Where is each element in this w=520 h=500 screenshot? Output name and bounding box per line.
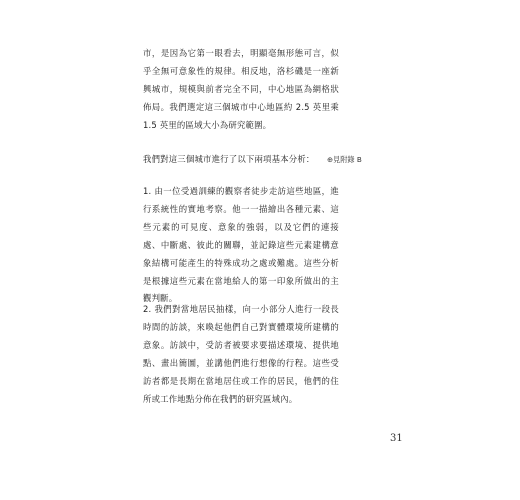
paragraph-intro: 市，是因為它第一眼看去，明顯毫無形態可言，似乎全無可意象性的規律。相反地，洛杉磯是一座新興城市，規模與前者完全不同，中心地區為網格狀佈局。我們選定這三個城市中心地區約 2.5 英里乘 1.5 英里的區域大小為研究範圍。	[143, 48, 339, 130]
sidenote-appendix-reference: ⊕見附錄 B	[327, 155, 362, 164]
paragraph-analysis-1: 1. 由一位受過訓練的觀察者徒步走訪這些地區，進行系統性的實地考察。他一一描繪出各種元素、這些元素的可見度、意象的強弱，以及它們的連接處、中斷處、彼此的關聯，並記錄這些元素建構意象結構可能產生的特殊成功之處或難處。這些分析是根據這些元素在當地給人的第一印象所做出的主觀判斷。	[143, 186, 339, 304]
paragraph-analysis-lead: 我們對這三個城市進行了以下兩項基本分析：	[143, 154, 315, 164]
page-number: 31	[390, 433, 403, 444]
paragraph-analysis-2: 2. 我們對當地居民抽樣，向一小部分人進行一段長時間的訪談，來喚起他們自己對實體環境所建構的意象。訪談中，受訪者被要求要描述環境、提供地點、畫出簡圖，並講他們進行想像的行程。這些受訪者都是長期在當地居住或工作的居民，他們的住所或工作地點分佈在我們的研究區域內。	[143, 304, 339, 404]
